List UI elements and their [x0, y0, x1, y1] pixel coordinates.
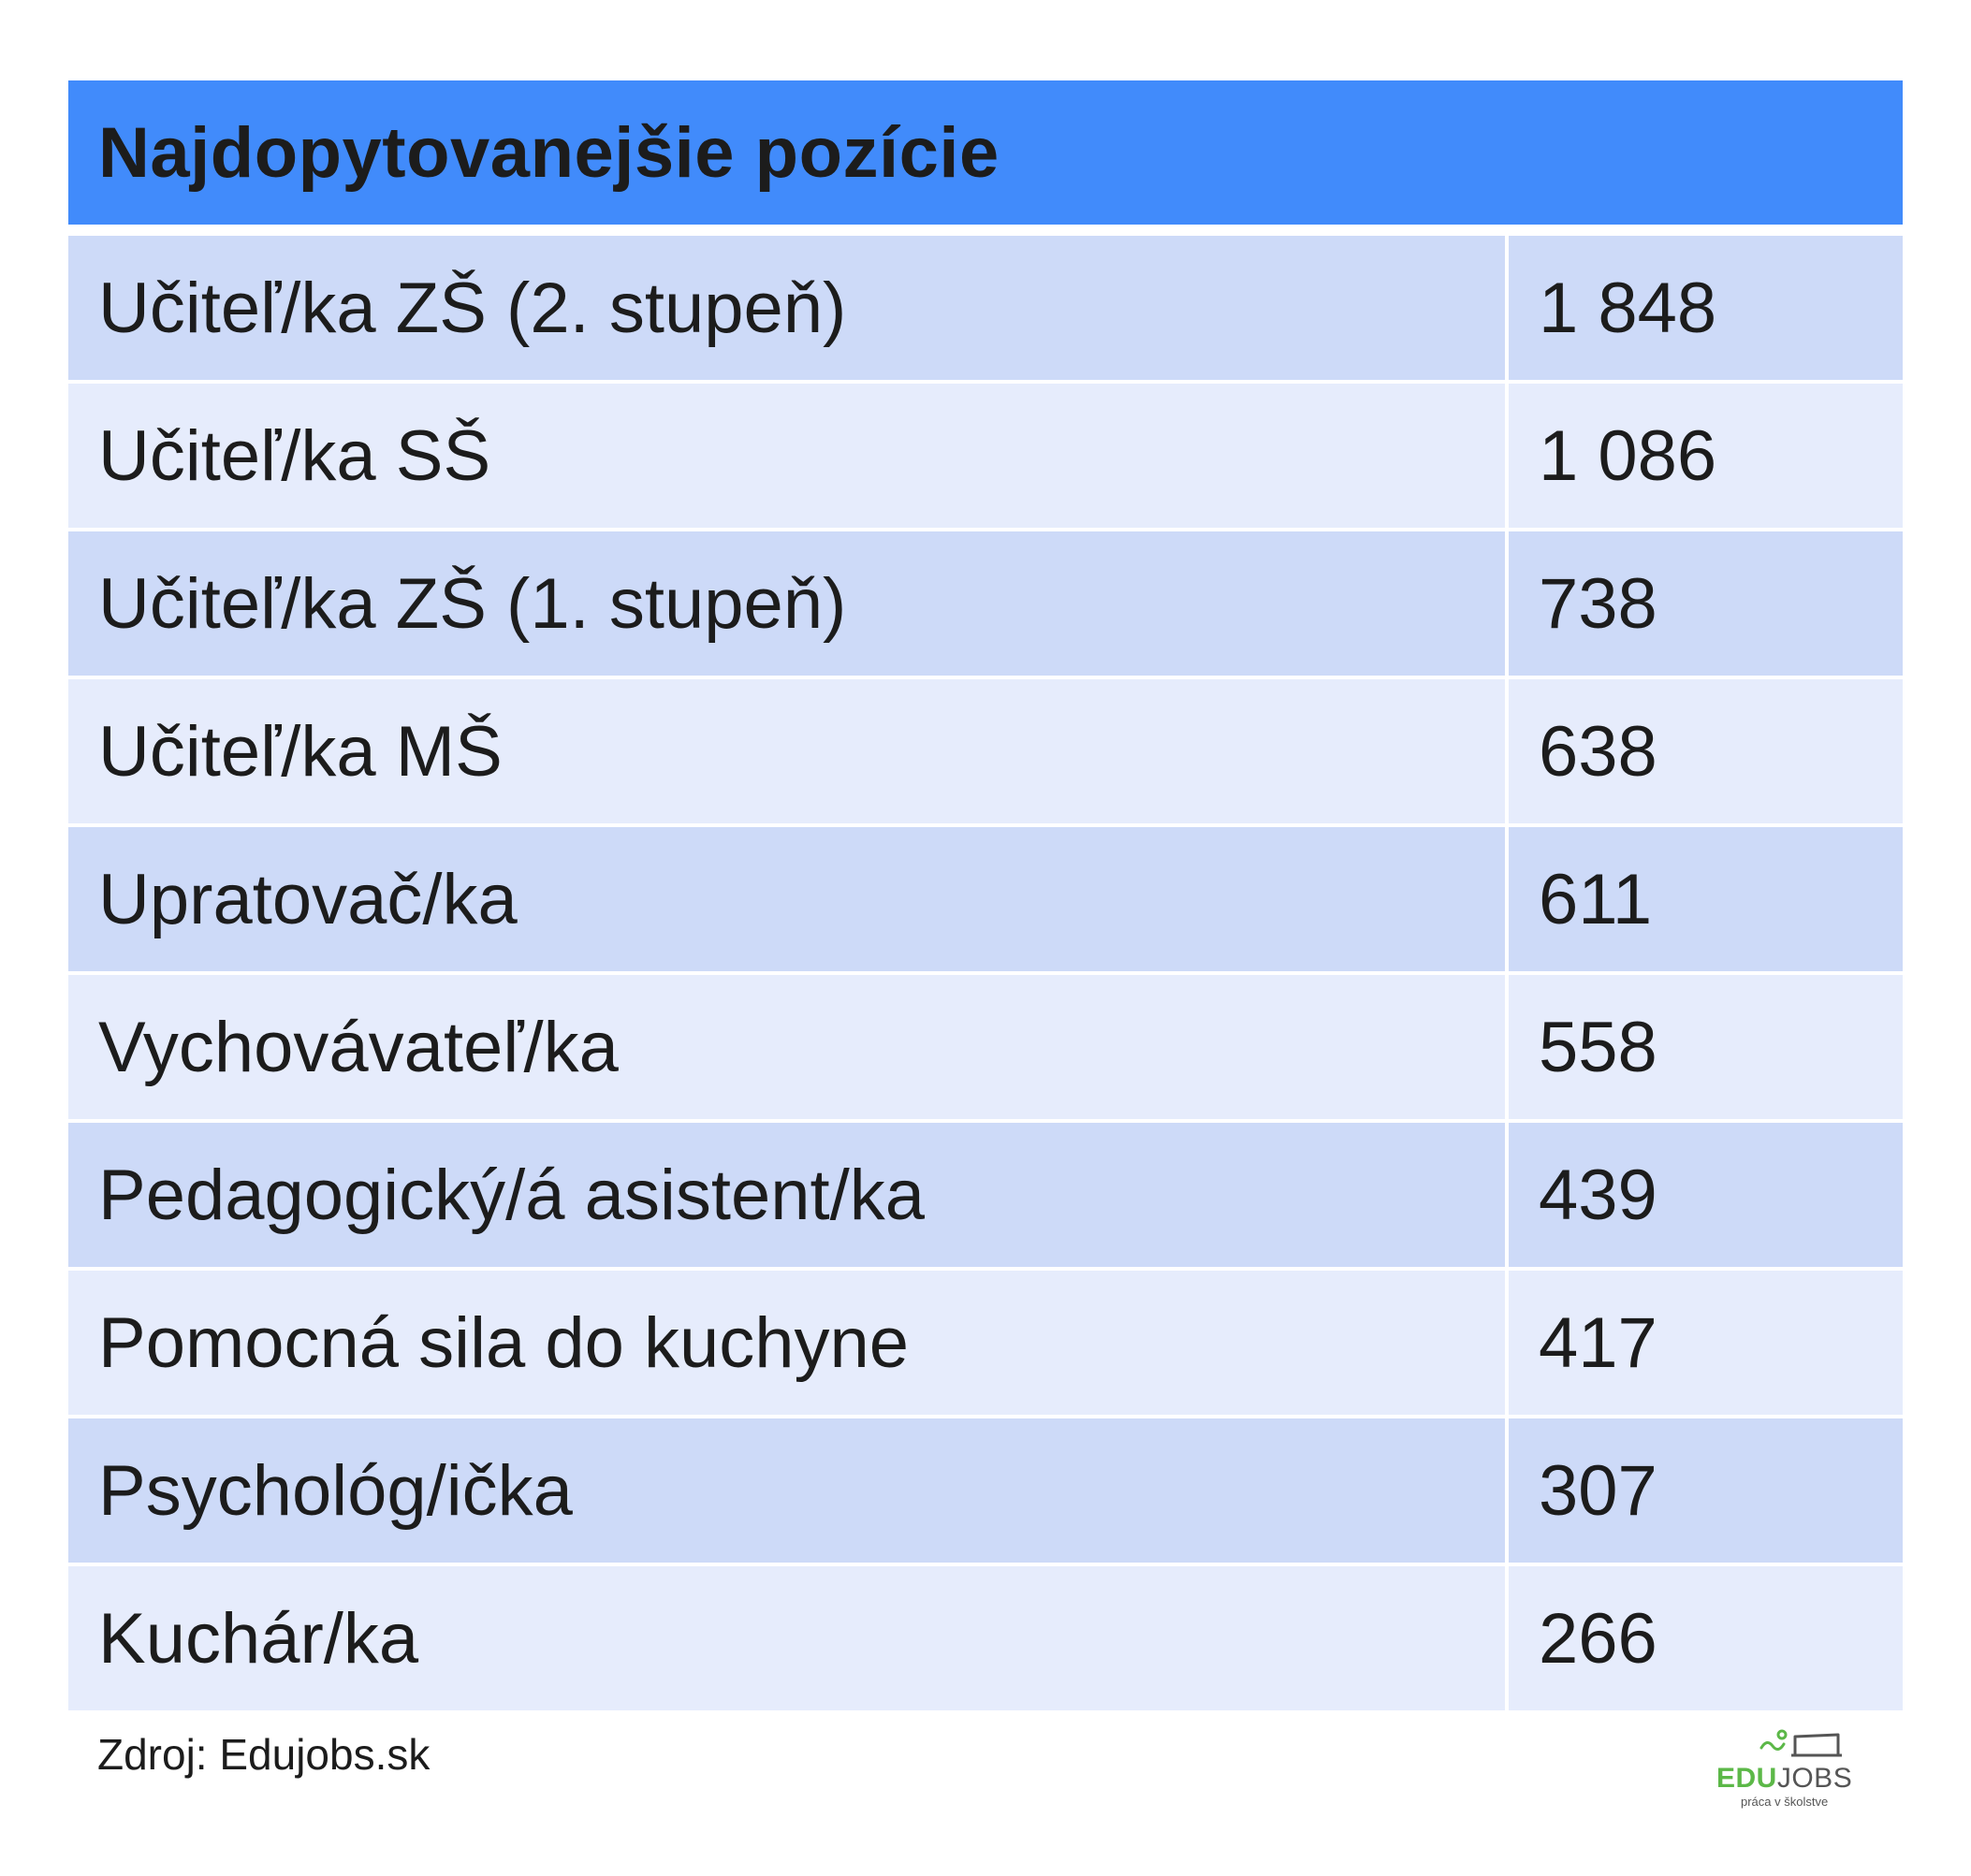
table-row	[68, 384, 1903, 528]
table-row	[68, 1123, 1903, 1267]
table-title: Najdopytovanejšie pozície	[98, 112, 1000, 193]
table-row	[68, 531, 1903, 676]
table-row	[68, 975, 1903, 1119]
table-row	[68, 236, 1903, 380]
table-row	[68, 1566, 1903, 1710]
position-label: Učiteľ/ka ZŠ (1. stupeň)	[68, 531, 1505, 676]
logo-wordmark	[1716, 1763, 1852, 1795]
position-count: 611	[1509, 827, 1903, 971]
table-row	[68, 679, 1903, 823]
position-label: Psychológ/ička	[68, 1418, 1505, 1563]
table-body	[68, 236, 1903, 1710]
position-count: 638	[1509, 679, 1903, 823]
position-label: Učiteľ/ka MŠ	[68, 679, 1505, 823]
position-count: 439	[1509, 1123, 1903, 1267]
logo-edu: EDU	[1716, 1763, 1777, 1794]
table-row	[68, 1271, 1903, 1415]
position-count: 266	[1509, 1566, 1903, 1710]
position-label: Upratovač/ka	[68, 827, 1505, 971]
source-note: Zdroj: Edujobs.sk	[97, 1730, 431, 1779]
table-row	[68, 1418, 1903, 1563]
position-label: Kuchár/ka	[68, 1566, 1505, 1710]
position-label: Vychovávateľ/ka	[68, 975, 1505, 1119]
logo-tagline: práca v školstve	[1741, 1795, 1829, 1809]
position-count: 417	[1509, 1271, 1903, 1415]
position-label: Učiteľ/ka ZŠ (2. stupeň)	[68, 236, 1505, 380]
position-label: Pedagogický/á asistent/ka	[68, 1123, 1505, 1267]
edujobs-logo	[1716, 1727, 1866, 1811]
position-count: 1 848	[1509, 236, 1903, 380]
logo-mark-icon	[1754, 1727, 1847, 1761]
table-row	[68, 827, 1903, 971]
logo-jobs: JOBS	[1776, 1763, 1853, 1794]
positions-table	[68, 80, 1903, 1710]
position-label: Pomocná sila do kuchyne	[68, 1271, 1505, 1415]
position-count: 558	[1509, 975, 1903, 1119]
table-header	[68, 80, 1903, 225]
position-count: 738	[1509, 531, 1903, 676]
position-count: 307	[1509, 1418, 1903, 1563]
position-count: 1 086	[1509, 384, 1903, 528]
position-label: Učiteľ/ka SŠ	[68, 384, 1505, 528]
